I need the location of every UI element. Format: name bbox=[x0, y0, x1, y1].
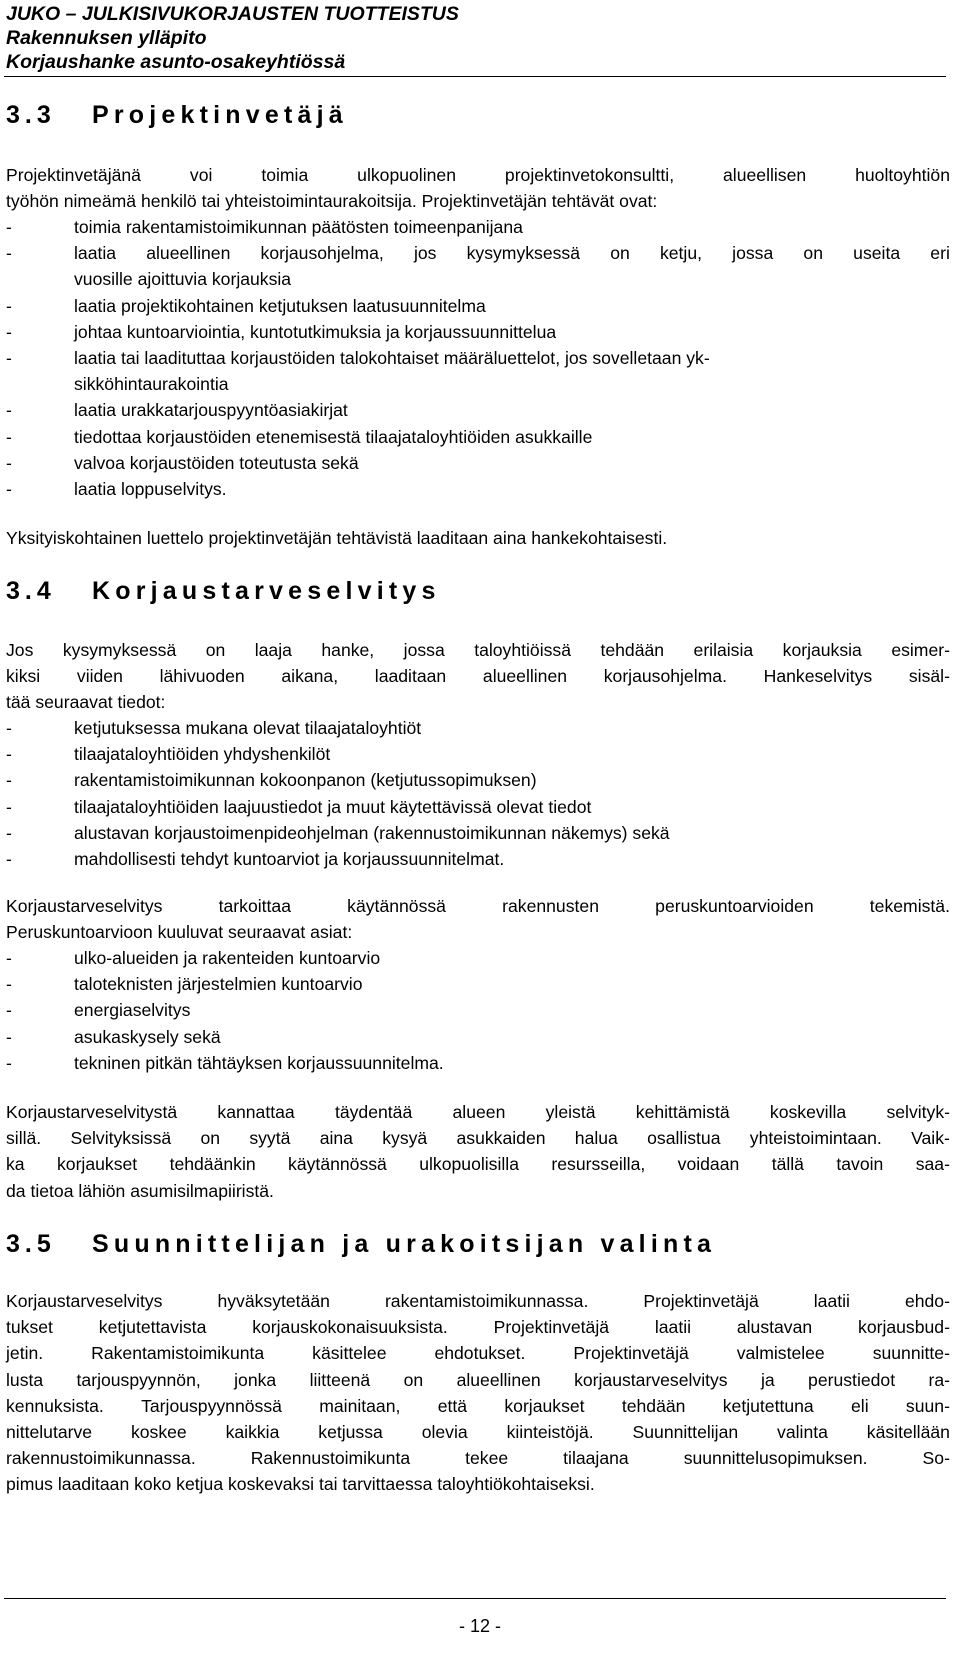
word: Vaik- bbox=[911, 1128, 950, 1149]
paragraph-suunnittelijan-valinta bbox=[6, 1288, 950, 1498]
list-item-continuation: sikköhintaurakointia bbox=[74, 374, 229, 395]
word: yhteistoimintaan. bbox=[749, 1128, 882, 1149]
word: Projektinvetäjä bbox=[643, 1291, 759, 1311]
word: alueellisen bbox=[723, 165, 807, 185]
word: alueellinen bbox=[146, 243, 231, 264]
text-line: pimus laaditaan koko ketjua koskevaksi tai tarvittaessa taloyhtiökohtaiseksi. bbox=[6, 1474, 595, 1495]
word: ka bbox=[6, 1154, 25, 1175]
word: tehdään bbox=[621, 1395, 686, 1416]
section-number: 3.4 bbox=[6, 577, 56, 605]
word: kaikkia bbox=[225, 1422, 280, 1443]
list-item: - ulko-alueiden ja rakenteiden kuntoarvio bbox=[6, 945, 950, 971]
word: lähivuoden bbox=[159, 666, 245, 687]
word: täydentää bbox=[334, 1102, 413, 1122]
list-item: - asukaskysely sekä bbox=[6, 1024, 950, 1050]
word: ehdotukset. bbox=[434, 1343, 526, 1364]
section-title: Korjaustarveselvitys bbox=[92, 577, 441, 605]
text-line bbox=[6, 1340, 950, 1366]
word: Rakentamistoimikunta bbox=[91, 1343, 265, 1364]
word: Hankeselvitys bbox=[763, 666, 873, 687]
list-item: - alustavan korjaustoimenpideohjelman (rakennustoimikunnan näkemys) sekä bbox=[6, 820, 950, 846]
word: saa- bbox=[915, 1154, 950, 1175]
word: useita bbox=[853, 243, 901, 264]
footer-rule bbox=[4, 1598, 946, 1599]
word: korjaukset bbox=[56, 1154, 138, 1175]
word: korjausohjelma. bbox=[603, 666, 727, 687]
word: Jos bbox=[6, 640, 34, 660]
word: alueellinen bbox=[456, 1369, 541, 1390]
word: aikana, bbox=[281, 666, 339, 687]
list-item: - tilaajataloyhtiöiden laajuustiedot ja muut käytettävissä olevat tiedot bbox=[6, 794, 950, 820]
list-item-text bbox=[74, 240, 950, 266]
word: on bbox=[200, 1128, 221, 1149]
word: jossa bbox=[403, 640, 445, 660]
text-line: da tietoa lähiön asumisilmapiiristä. bbox=[6, 1180, 274, 1201]
word: Projektinvetäjä bbox=[573, 1343, 689, 1364]
section-heading-3-4 bbox=[6, 577, 441, 606]
word: kannattaa bbox=[217, 1102, 295, 1122]
word: suunnittelusopimuksen. bbox=[683, 1448, 868, 1469]
list-item: - tilaajataloyhtiöiden yhdyshenkilöt bbox=[6, 741, 950, 767]
word: peruskuntoarvioiden bbox=[655, 896, 814, 916]
word: alueen bbox=[452, 1102, 506, 1122]
list-item: - laatia loppuselvitys. bbox=[6, 476, 950, 502]
word: ketjutettavista bbox=[98, 1317, 207, 1338]
section-number: 3.3 bbox=[6, 101, 56, 129]
word: Korjaustarveselvitys bbox=[6, 896, 163, 916]
list-item: - ketjutuksessa mukana olevat tilaajataloyhtiöt bbox=[6, 715, 950, 741]
section-title: Suunnittelijan ja urakoitsijan valinta bbox=[92, 1230, 717, 1258]
text-line bbox=[6, 1125, 950, 1151]
word: käsitellään bbox=[866, 1422, 950, 1443]
word: syytä bbox=[249, 1128, 291, 1149]
word: osallistua bbox=[647, 1128, 721, 1149]
word: ulkopuolisilla bbox=[419, 1154, 519, 1175]
word: kiinteistöjä. bbox=[506, 1422, 594, 1443]
word: kennuksista. bbox=[6, 1395, 104, 1416]
paragraph-projektinvetaja-closing bbox=[6, 525, 950, 551]
word: korjauksia bbox=[782, 640, 862, 660]
word: alustavan bbox=[736, 1317, 813, 1338]
word: sillä. bbox=[6, 1128, 42, 1149]
word: suunnitte- bbox=[872, 1343, 950, 1364]
word: rakennusten bbox=[502, 896, 599, 916]
word: jos bbox=[413, 243, 437, 264]
word: käytännössä bbox=[288, 1154, 387, 1175]
list-projektinvetaja-tasks bbox=[6, 214, 950, 502]
word: tekee bbox=[465, 1448, 509, 1469]
word: tilaajana bbox=[563, 1448, 629, 1469]
word: korjaustarveselvitys bbox=[574, 1369, 728, 1390]
word: tekemistä. bbox=[869, 896, 950, 916]
section-title: Projektinvetäjä bbox=[92, 101, 348, 129]
word: olevia bbox=[421, 1422, 468, 1443]
header-subtitle: Rakennuksen ylläpito bbox=[6, 27, 207, 49]
word: resursseilla, bbox=[551, 1154, 646, 1175]
running-header bbox=[6, 2, 459, 74]
word: korjaukset bbox=[504, 1395, 585, 1416]
list-hankeselvitys-items bbox=[6, 715, 950, 872]
paragraph-korjaustarveselvitys-intro bbox=[6, 637, 950, 716]
section-heading-3-3 bbox=[6, 101, 348, 130]
word: jetin. bbox=[6, 1343, 44, 1364]
list-item: - taloteknisten järjestelmien kuntoarvio bbox=[6, 971, 950, 997]
word: hanke, bbox=[321, 640, 375, 660]
word: jonka bbox=[234, 1369, 277, 1390]
word: nittelutarve bbox=[6, 1422, 93, 1443]
word: suun- bbox=[905, 1395, 950, 1416]
word: huoltoyhtiön bbox=[855, 165, 950, 185]
paragraph-peruskuntoarvio bbox=[6, 893, 950, 945]
word: ketjutettuna bbox=[722, 1395, 814, 1416]
text-line bbox=[6, 663, 950, 689]
word: on bbox=[403, 1369, 424, 1390]
word: taloyhtiöissä bbox=[474, 640, 572, 660]
page-number: - 12 - bbox=[458, 1616, 501, 1636]
paragraph-projektinvetaja-intro bbox=[6, 162, 950, 214]
word: Projektinvetäjä bbox=[493, 1317, 610, 1338]
word: voidaan bbox=[677, 1154, 740, 1175]
word: yleistä bbox=[545, 1102, 596, 1122]
list-peruskuntoarvio-items bbox=[6, 945, 950, 1076]
list-item-continuation: vuosille ajoittuvia korjauksia bbox=[74, 269, 292, 290]
text-line: Yksityiskohtainen luettelo projektinvetäjän tehtävistä laaditaan aina hankekohtaisesti. bbox=[6, 528, 668, 548]
word: ja bbox=[760, 1369, 775, 1390]
word: Projektinvetäjänä bbox=[6, 165, 141, 185]
word: Suunnittelijan bbox=[632, 1422, 739, 1443]
word: kehittämistä bbox=[635, 1102, 730, 1122]
list-item: - toimia rakentamistoimikunnan päätösten toimeenpanijana bbox=[6, 214, 950, 240]
list-item: - laatia urakkatarjouspyyntöasiakirjat bbox=[6, 397, 950, 423]
word: viiden bbox=[76, 666, 123, 687]
section-number: 3.5 bbox=[6, 1230, 56, 1258]
word: esimer- bbox=[891, 640, 950, 660]
text-line bbox=[6, 637, 950, 663]
word: tavoin bbox=[836, 1154, 884, 1175]
text-line bbox=[6, 1393, 950, 1419]
word: Selvityksissä bbox=[70, 1128, 172, 1149]
header-document-title: Korjaushanke asunto-osakeyhtiössä bbox=[6, 51, 346, 73]
word: käsittelee bbox=[312, 1343, 387, 1364]
word: tehdään bbox=[600, 640, 665, 660]
text-line bbox=[6, 1288, 950, 1314]
word: tällä bbox=[771, 1154, 804, 1175]
word: ketjussa bbox=[318, 1422, 383, 1443]
text-line bbox=[6, 1445, 950, 1471]
list-item bbox=[6, 240, 950, 292]
word: sisäl- bbox=[908, 666, 950, 687]
list-item: - tekninen pitkän tähtäyksen korjaussuunnitelma. bbox=[6, 1050, 950, 1076]
word: Korjaustarveselvitystä bbox=[6, 1102, 178, 1122]
word: eri bbox=[930, 243, 950, 264]
word: selvityk- bbox=[886, 1102, 950, 1122]
list-item: - tiedottaa korjaustöiden etenemisestä tilaajataloyhtiöiden asukkaille bbox=[6, 424, 950, 450]
word: laatii bbox=[654, 1317, 692, 1338]
list-item: - johtaa kuntoarviointia, kuntotutkimuksia ja korjaussuunnittelua bbox=[6, 319, 950, 345]
word: aina bbox=[319, 1128, 353, 1149]
word: on bbox=[205, 640, 226, 660]
text-line bbox=[6, 1099, 950, 1125]
list-item: - mahdollisesti tehdyt kuntoarviot ja korjaussuunnitelmat. bbox=[6, 846, 950, 872]
word: valinta bbox=[777, 1422, 828, 1443]
word: rakennustoimikunnassa. bbox=[6, 1448, 196, 1469]
section-heading-3-5 bbox=[6, 1230, 716, 1259]
word: ulkopuolinen bbox=[357, 165, 456, 185]
text-line bbox=[6, 893, 950, 919]
word: kiksi bbox=[6, 666, 41, 687]
word: Tarjouspyynnössä bbox=[141, 1395, 282, 1416]
word: valmistelee bbox=[736, 1343, 825, 1364]
word: mainitaan, bbox=[319, 1395, 401, 1416]
word: tehdäänkin bbox=[169, 1154, 256, 1175]
word: Korjaustarveselvitys bbox=[6, 1291, 163, 1311]
word: kysyä bbox=[382, 1128, 428, 1149]
word: koskee bbox=[130, 1422, 187, 1443]
word: on bbox=[610, 243, 630, 264]
word: erilaisia bbox=[693, 640, 754, 660]
text-line: työhön nimeämä henkilö tai yhteistoimintaurakoitsija. Projektinvetäjän tehtävät ovat: bbox=[6, 191, 658, 212]
word: korjauskokonaisuuksista. bbox=[252, 1317, 448, 1338]
list-item: - laatia projektikohtainen ketjutuksen laatusuunnitelma bbox=[6, 293, 950, 319]
list-item: - rakentamistoimikunnan kokoonpanon (ketjutussopimuksen) bbox=[6, 767, 950, 793]
word: laaja bbox=[254, 640, 292, 660]
word: So- bbox=[922, 1448, 950, 1469]
word: laaditaan bbox=[374, 666, 447, 687]
text-line bbox=[6, 1151, 950, 1177]
list-item bbox=[6, 345, 950, 397]
header-rule bbox=[4, 76, 946, 77]
word: halua bbox=[574, 1128, 618, 1149]
word: käytännössä bbox=[347, 896, 446, 916]
word: ketju, bbox=[659, 243, 702, 264]
word: tarjouspyynnön, bbox=[76, 1369, 201, 1390]
text-line bbox=[6, 1367, 950, 1393]
word: on bbox=[803, 243, 823, 264]
word: rakentamistoimikunnassa. bbox=[384, 1291, 589, 1311]
word: voi bbox=[189, 165, 213, 185]
text-line bbox=[6, 162, 950, 188]
word: Rakennustoimikunta bbox=[250, 1448, 411, 1469]
word: toimia bbox=[261, 165, 309, 185]
header-series-title: JUKO – JULKISIVUKORJAUSTEN TUOTTEISTUS bbox=[6, 3, 459, 25]
list-item-text: - laatia tai laadituttaa korjaustöiden talokohtaiset määräluettelot, jos sovelletaan yk- bbox=[74, 348, 710, 369]
word: alueellinen bbox=[482, 666, 568, 687]
word: kysymyksessä bbox=[466, 243, 581, 264]
word: tarkoittaa bbox=[218, 896, 291, 916]
list-item: - energiaselvitys bbox=[6, 997, 950, 1023]
word: asukkaiden bbox=[456, 1128, 546, 1149]
word: jossa bbox=[732, 243, 774, 264]
text-line: tää seuraavat tiedot: bbox=[6, 692, 166, 713]
word: korjausbud- bbox=[858, 1317, 950, 1338]
word: ehdo- bbox=[904, 1291, 950, 1311]
word: kysymyksessä bbox=[62, 640, 177, 660]
text-line bbox=[6, 1314, 950, 1340]
word: perustiedot bbox=[808, 1369, 896, 1390]
word: projektinvetokonsultti, bbox=[504, 165, 675, 185]
word: lusta bbox=[6, 1369, 44, 1390]
word: liitteenä bbox=[309, 1369, 371, 1390]
word: hyväksytetään bbox=[217, 1291, 330, 1311]
list-item: - valvoa korjaustöiden toteutusta sekä bbox=[6, 450, 950, 476]
text-line bbox=[6, 1419, 950, 1445]
word: - laatia bbox=[74, 243, 117, 264]
word: korjausohjelma, bbox=[260, 243, 384, 264]
word: eli bbox=[851, 1395, 869, 1416]
paragraph-lisaselvitykset bbox=[6, 1099, 950, 1204]
text-line: Peruskuntoarvioon kuuluvat seuraavat asiat: bbox=[6, 922, 353, 943]
word: ra- bbox=[928, 1369, 950, 1390]
word: tukset bbox=[6, 1317, 53, 1338]
word: laatii bbox=[813, 1291, 850, 1311]
word: että bbox=[437, 1395, 468, 1416]
word: koskevilla bbox=[769, 1102, 847, 1122]
